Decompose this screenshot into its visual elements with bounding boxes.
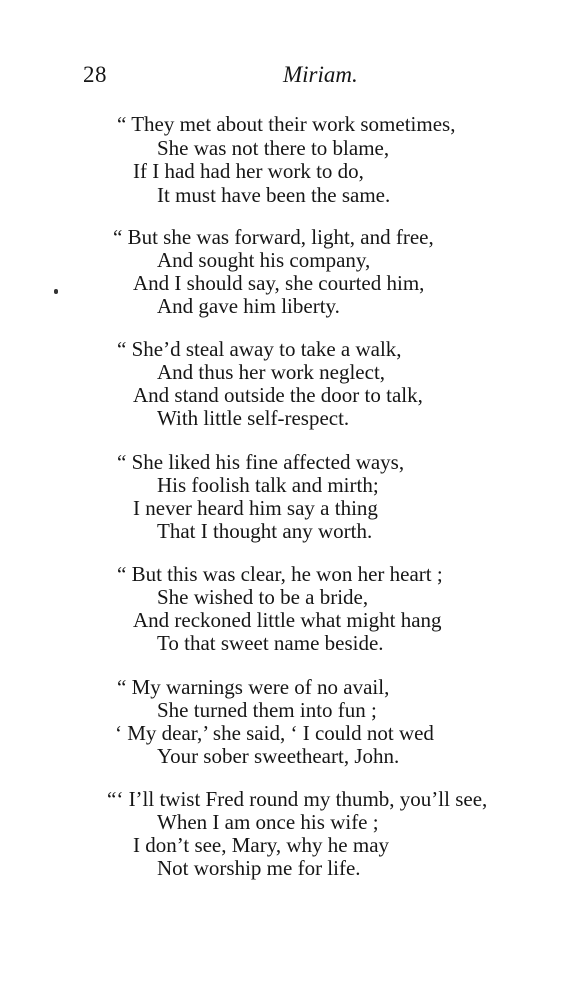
verse-line: Not worship me for life. [157, 856, 361, 880]
verse-line: “ But this was clear, he won her heart ; [117, 562, 443, 586]
verse-line: She turned them into fun ; [157, 698, 377, 722]
page-number: 28 [83, 62, 107, 87]
verse-line: “ She liked his fine affected ways, [117, 450, 405, 474]
verse-line: With little self-respect. [157, 406, 350, 430]
verse-line: Your sober sweetheart, John. [157, 744, 400, 768]
verse-line: I don’t see, Mary, why he may [133, 833, 390, 857]
verse-line: I never heard him say a thing [133, 496, 378, 520]
print-speck [54, 289, 58, 294]
verse-line: And reckoned little what might hang [133, 608, 442, 632]
verse-line: She wished to be a bride, [157, 585, 369, 609]
verse-line: When I am once his wife ; [157, 810, 379, 834]
verse-line: And thus her work neglect, [157, 360, 386, 384]
running-title: Miriam. [283, 62, 358, 87]
verse-line: “ She’d steal away to take a walk, [117, 337, 402, 361]
verse-line: To that sweet name beside. [157, 631, 384, 655]
verse-line: And sought his company, [157, 248, 371, 272]
verse-line: “ But she was forward, light, and free, [113, 225, 434, 249]
verse-line: His foolish talk and mirth; [157, 473, 379, 497]
verse-line: And gave him liberty. [157, 294, 340, 318]
verse-line: And I should say, she courted him, [133, 271, 425, 295]
verse-line: That I thought any worth. [157, 519, 373, 543]
page-header [0, 62, 584, 92]
verse-line: She was not there to blame, [157, 136, 390, 160]
verse-line: And stand outside the door to talk, [133, 383, 423, 407]
verse-line: “ They met about their work sometimes, [117, 112, 456, 136]
verse-line: ‘ My dear,’ she said, ‘ I could not wed [115, 721, 434, 745]
verse-line: It must have been the same. [157, 183, 391, 207]
verse-line: “‘ I’ll twist Fred round my thumb, you’ll see, [107, 787, 488, 811]
verse-line: “ My warnings were of no avail, [117, 675, 390, 699]
verse-line: If I had had her work to do, [133, 159, 364, 183]
